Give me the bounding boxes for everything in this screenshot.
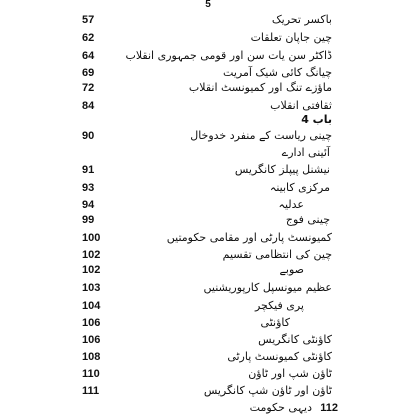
toc-title: کاؤنٹی کانگریس xyxy=(258,333,332,346)
toc-title: چینی فوج xyxy=(285,213,330,226)
toc-title: آئینی ادارے xyxy=(281,146,330,159)
toc-title: ثقافتی انقلاب xyxy=(270,99,332,112)
toc-page-number: 103 xyxy=(82,282,101,294)
toc-entry xyxy=(0,263,416,277)
toc-page-number: 106 xyxy=(82,334,101,346)
page-number: 5 xyxy=(205,0,211,10)
toc-entry xyxy=(0,384,416,398)
toc-entry xyxy=(0,66,416,80)
toc-page-number: 102 xyxy=(82,264,101,276)
toc-page-number: 84 xyxy=(82,100,95,112)
toc-title: ماؤزے تنگ اور کمیونسٹ انقلاب xyxy=(188,81,332,94)
toc-entry xyxy=(0,163,416,177)
toc-title: ٹاؤن شپ اور ٹاؤن xyxy=(248,367,332,380)
toc-entry xyxy=(0,146,416,160)
toc-title: کاؤنٹی xyxy=(260,316,290,329)
toc-title: چیانگ کائی شیک آمریت xyxy=(223,66,332,79)
toc-entry xyxy=(0,281,416,295)
toc-title: نیشنل پیپلز کانگریس xyxy=(234,163,330,176)
toc-entry xyxy=(0,231,416,245)
toc-entry xyxy=(0,367,416,381)
toc-title: ٹاؤن اور ٹاؤن شپ کانگریس xyxy=(203,384,332,397)
toc-title: کاؤنٹی کمیونسٹ پارٹی xyxy=(227,350,332,363)
toc-entry xyxy=(0,316,416,330)
toc-title: عدلیہ xyxy=(278,198,304,211)
toc-page-number: 110 xyxy=(82,368,100,380)
toc-entry xyxy=(0,49,416,63)
toc-entry xyxy=(0,129,416,143)
toc-title: پری فیکچر xyxy=(254,299,304,312)
toc-entry xyxy=(0,198,416,212)
toc-title: دیہی حکومت xyxy=(249,401,312,414)
toc-title: ڈاکٹر سن یات سن اور قومی جمہوری انقلاب xyxy=(125,49,332,62)
toc-entry xyxy=(0,213,416,227)
toc-title: صوبے xyxy=(279,263,304,276)
toc-title: مرکزی کابینہ xyxy=(269,181,330,194)
toc-entry xyxy=(0,31,416,45)
toc-entry xyxy=(0,299,416,313)
toc-page-number: 100 xyxy=(82,232,101,244)
toc-page-number: 91 xyxy=(82,164,95,176)
toc-title: چین جاپان تعلقات xyxy=(250,31,332,44)
toc-entry xyxy=(0,401,416,415)
toc-title: کمیونسٹ پارٹی اور مقامی حکومتیں xyxy=(166,231,332,244)
chapter-label: باب 4 xyxy=(301,113,332,126)
toc-entry xyxy=(0,248,416,262)
toc-page-number: 99 xyxy=(82,214,95,226)
toc-page-number: 104 xyxy=(82,300,101,312)
toc-page-number: 106 xyxy=(82,317,101,329)
toc-page-number: 93 xyxy=(82,182,95,194)
toc-title: عظیم میونسپل کارپوریشنیں xyxy=(203,281,332,294)
toc-page-number: 72 xyxy=(82,82,95,94)
toc-entry xyxy=(0,333,416,347)
toc-entry xyxy=(0,81,416,95)
toc-page-number: 69 xyxy=(82,67,95,79)
toc-entry xyxy=(0,13,416,27)
toc-page-number: 112 xyxy=(320,402,338,414)
toc-page-number: 57 xyxy=(82,14,95,26)
toc-entry xyxy=(0,99,416,113)
toc-title: چین کی انتظامی تقسیم xyxy=(222,248,332,261)
toc-page-number: 62 xyxy=(82,32,95,44)
toc-page-number: 64 xyxy=(82,50,95,62)
toc-page-number: 94 xyxy=(82,199,95,211)
toc-page-number: 102 xyxy=(82,249,101,261)
toc-title: چینی ریاست کے منفرد خدوخال xyxy=(190,129,332,142)
toc-title: باکسر تحریک xyxy=(271,13,332,26)
toc-page-number: 111 xyxy=(82,385,100,397)
toc-entry xyxy=(0,181,416,195)
toc-page-number: 108 xyxy=(82,351,101,363)
toc-page-number: 90 xyxy=(82,130,95,142)
chapter-heading xyxy=(0,113,416,127)
toc-entry xyxy=(0,350,416,364)
